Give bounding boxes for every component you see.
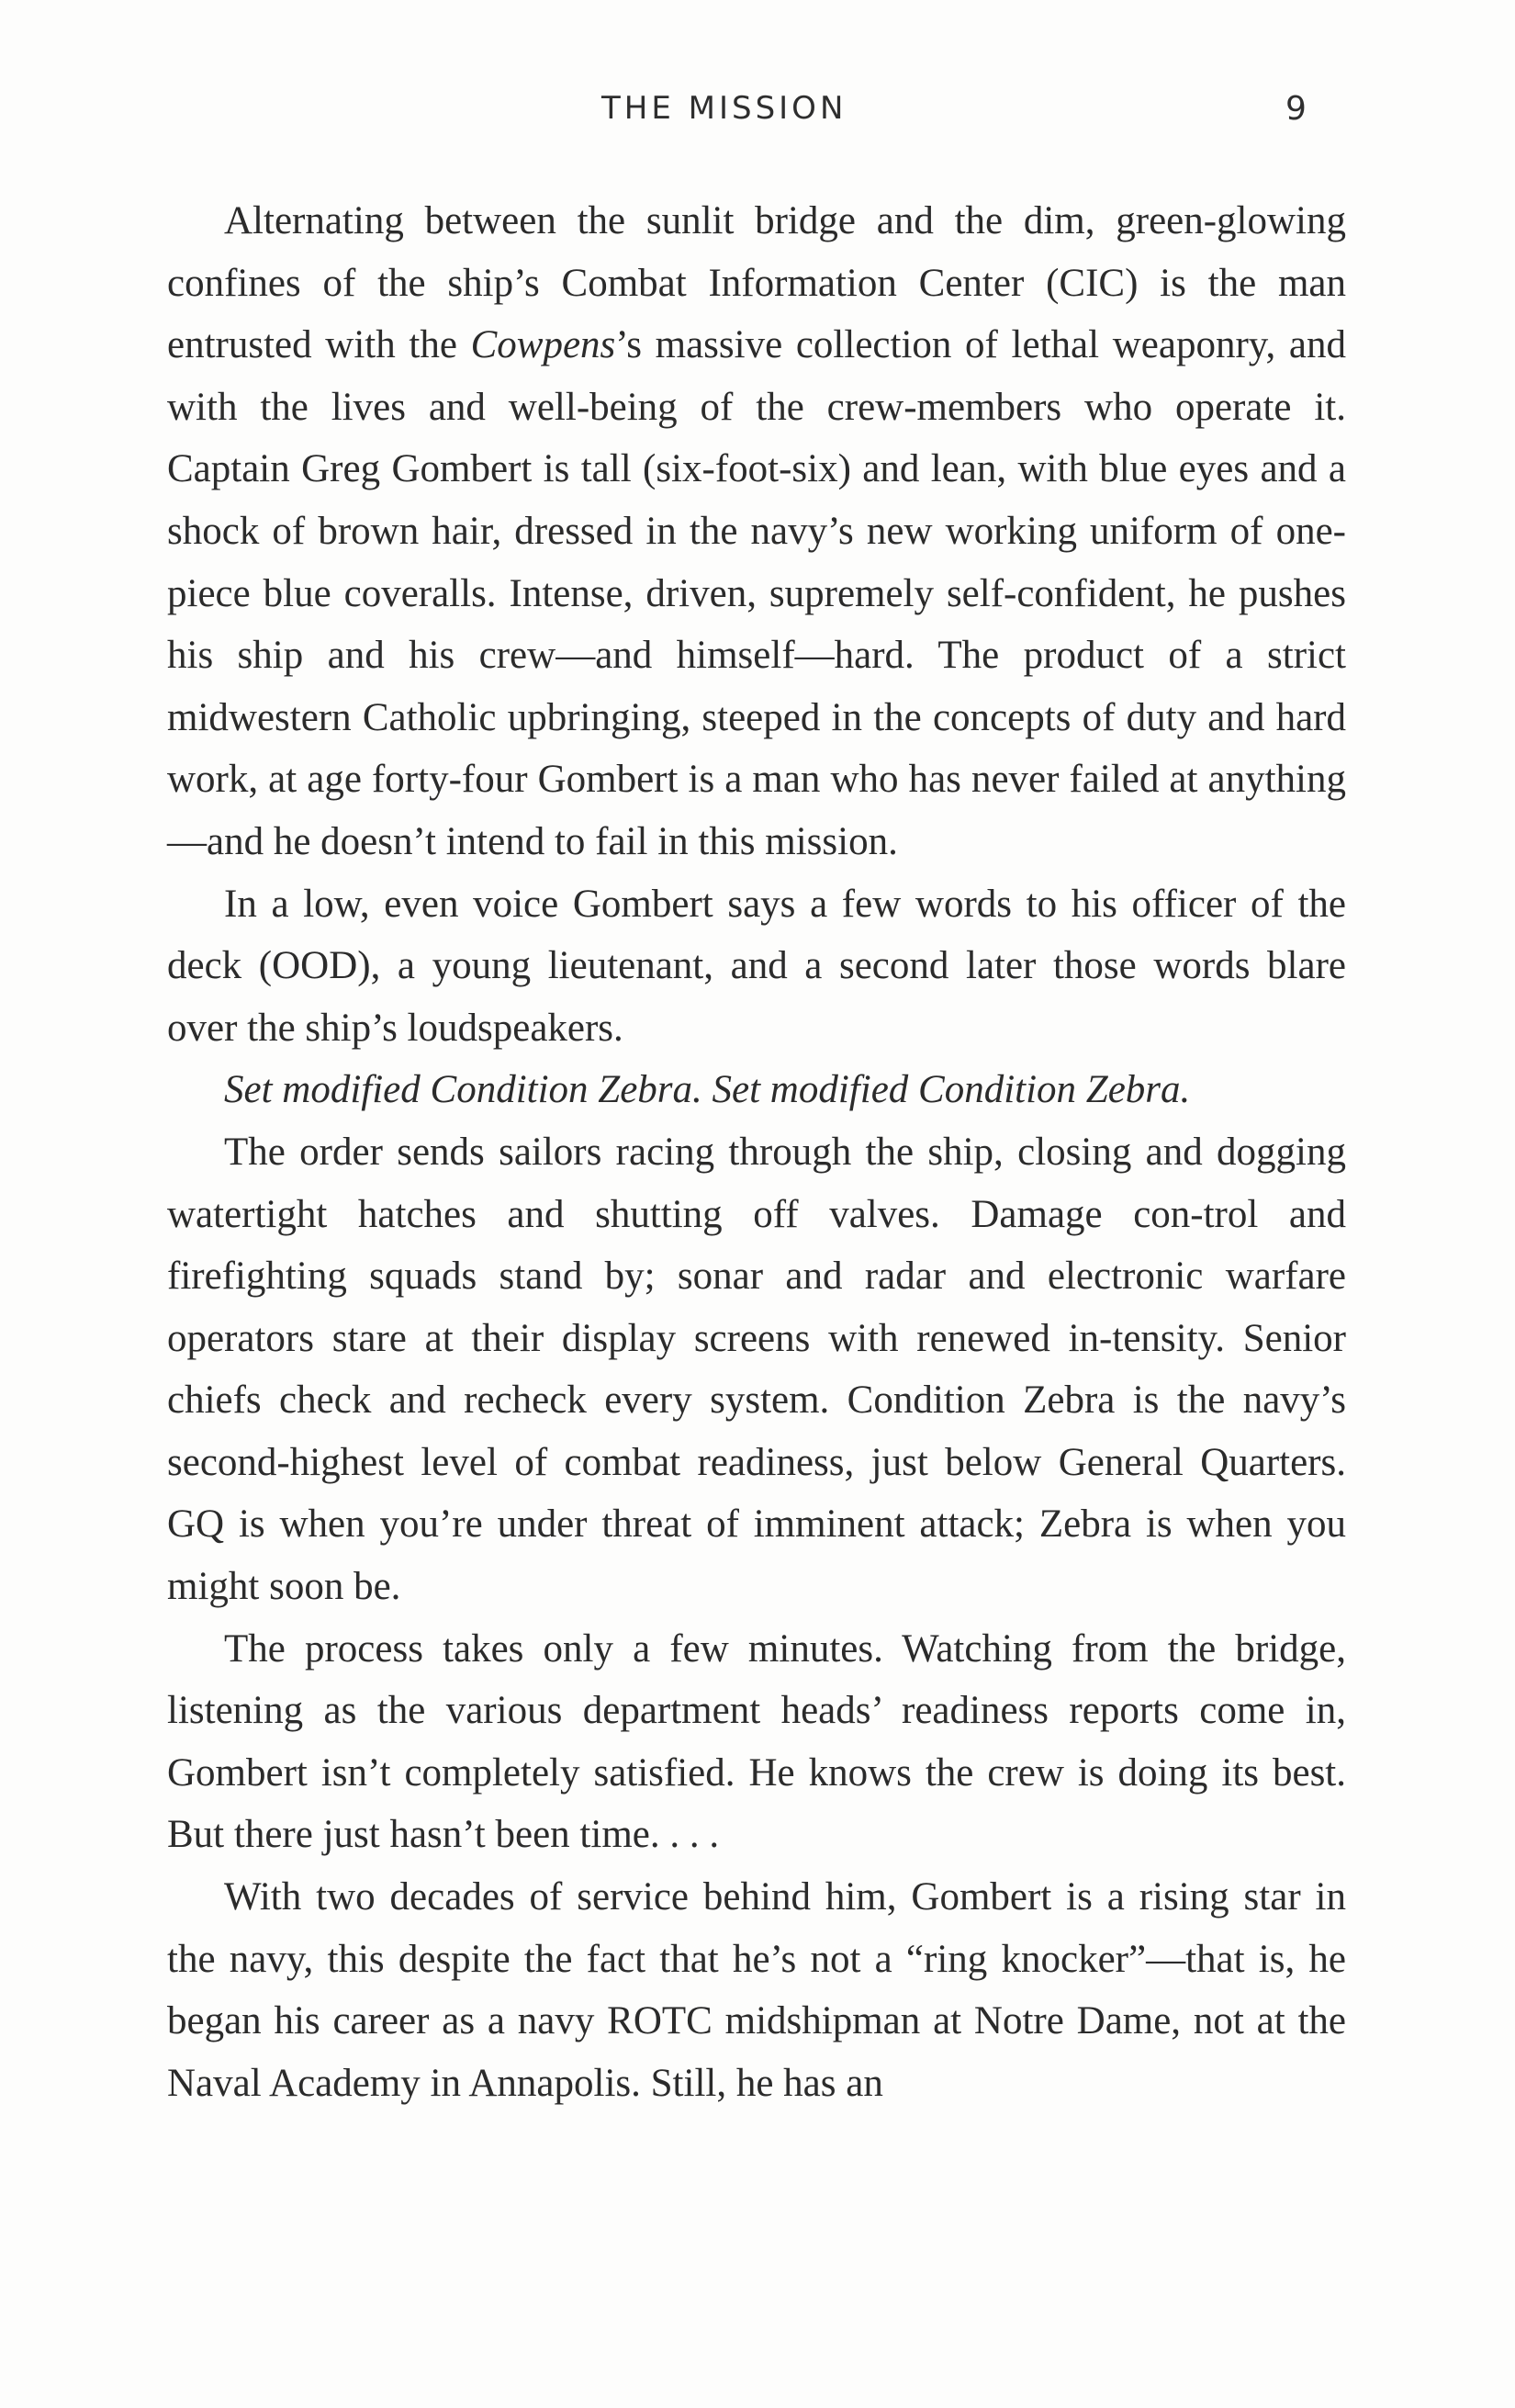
paragraph-1-start: Alternating between the sunlit bridge and the dim, green-glowing confines of the ship’s Combat Information Center (CIC) is the man entrusted with the [167,199,1346,367]
loudspeaker-order: Set modified Condition Zebra. Set modified Condition Zebra. [224,1068,1191,1112]
body-text [167,190,1346,2114]
paragraph-4: The process takes only a few minutes. Watching from the bridge, listening as the various department heads’ readiness reports come in, Gombert isn’t completely satisfied. He knows the crew is doing its best. But there just hasn’t been time. . . . [167,1626,1346,1857]
running-head [0,90,1515,136]
running-title: THE MISSION [601,90,847,127]
paragraph-1 [167,190,1346,873]
paragraph-2: In a low, even voice Gombert says a few words to his officer of the deck (OOD), a young lieutenant, and a second later those words blare over the ship’s loudspeakers. [167,882,1346,1050]
page-number: 9 [1285,90,1307,128]
ship-name: Cowpens [470,323,616,367]
paragraph-1-end: ’s massive collection of lethal weaponry, and with the lives and well-being of the crew-members who operate it. Captain Greg Gombert is tall (six-foot-six) and lean, with blue eyes and a shock of brown hair, dressed in the navy’s new working uniform of one-piece blue coveralls. Intense, driven, supremely self-confident, he pushes his ship and his crew—and himself—hard. The product of a strict midwestern Catholic upbringing, steeped in the concepts of duty and hard work, at age forty-four Gombert is a man who has never failed at anything—and he doesn’t intend to fail in this mission. [167,323,1346,863]
paragraph-3: The order sends sailors racing through the ship, closing and dogging watertight hatches and shutting off valves. Damage con-trol and firefighting squads stand by; sonar and radar and electronic warfare operators stare at their display screens with renewed in-tensity. Senior chiefs check and recheck every system. Condition Zebra is the navy’s second-highest level of combat readiness, just below General Quarters. GQ is when you’re under threat of imminent attack; Zebra is when you might soon be. [167,1130,1346,1609]
paragraph-5: With two decades of service behind him, Gombert is a rising star in the navy, this despite the fact that he’s not a “ring knocker”—that is, he began his career as a navy ROTC midshipman at Notre Dame, not at the Naval Academy in Annapolis. Still, he has an [167,1875,1346,2105]
